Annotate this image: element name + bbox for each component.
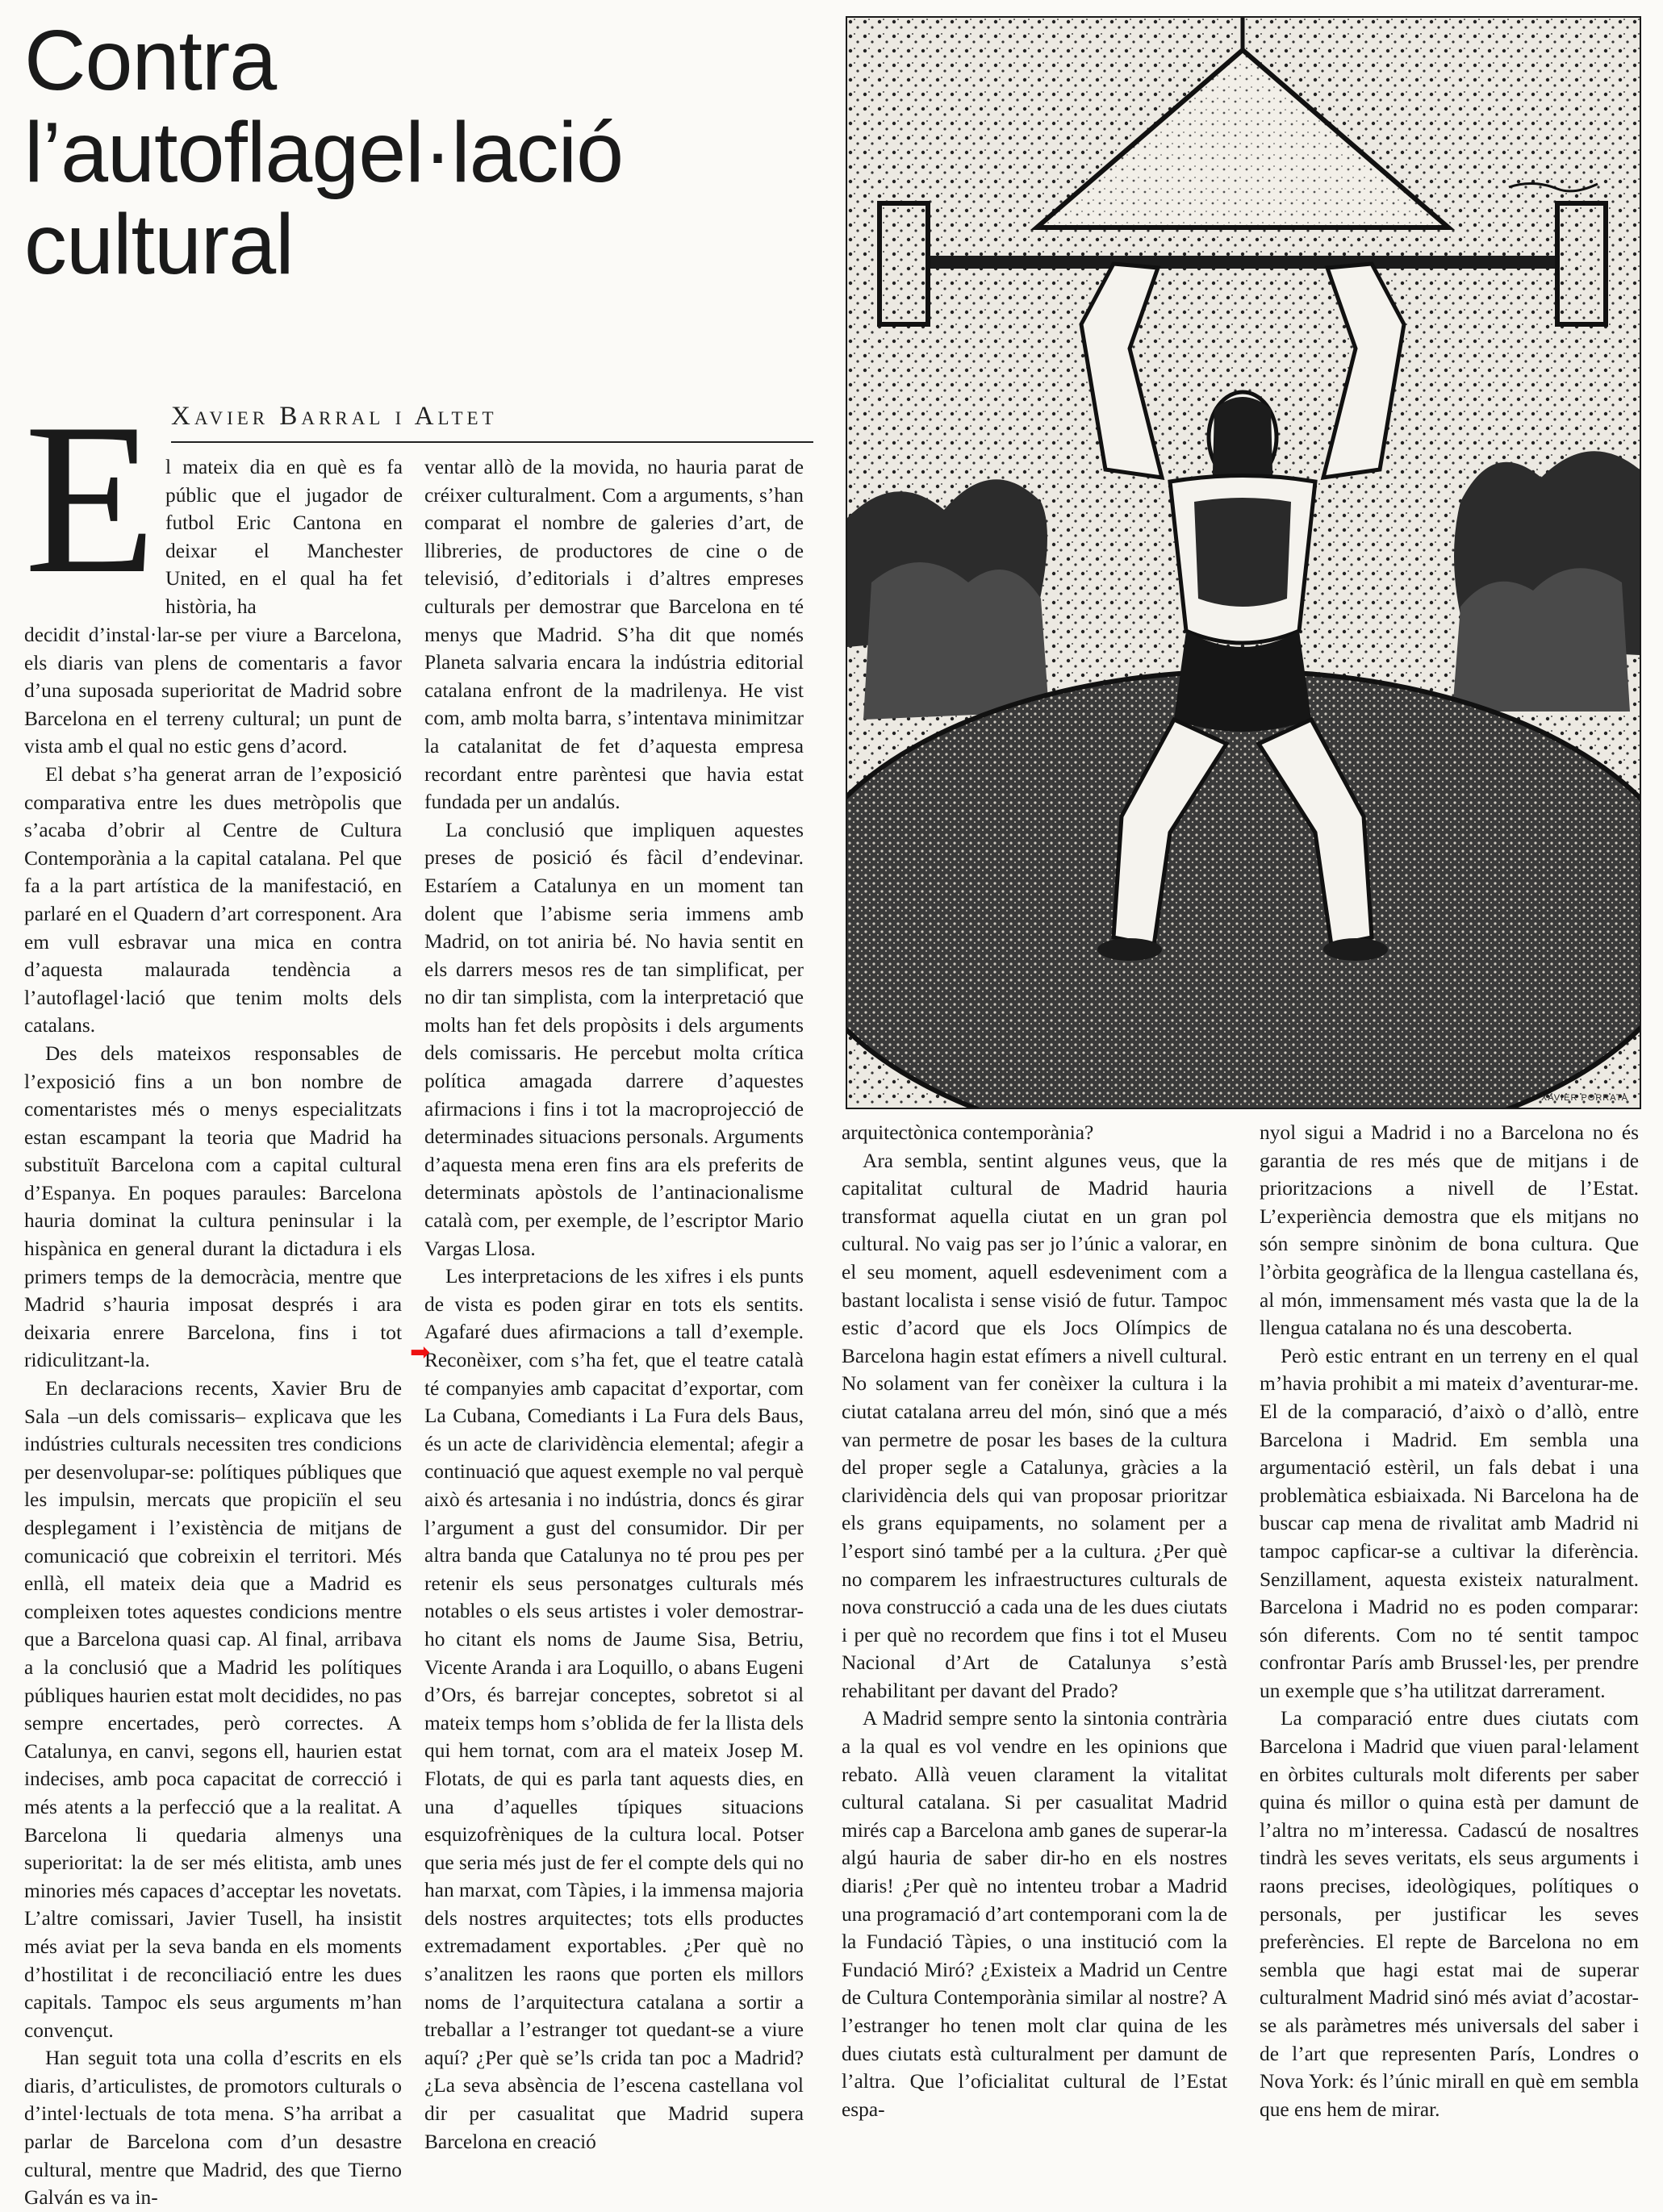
paragraph: La comparació entre dues ciutats com Barcelona i Madrid que viuen paral·lelament en òrbites culturals molt diferents per saber quina és millor o quina està per damunt de l’altra no m’interessa. Cadascú de nosaltres tindrà les seves veritats, els seus arguments i raons precises, ideològiques, polítiques o personals, per justificar les seves preferències. El repte de Barcelona no em sembla que hagi estat mai de superar culturalment Madrid sinó més aviat d’acostar-se als paràmetres més universals del saber i de l’art que representen París, Londres o Nova York: és l’únic mirall en què em sembla que ens hem de mirar. — [1260, 1707, 1639, 2121]
paragraph: Ara sembla, sentint algunes veus, que la capitalitat cultural de Madrid hauria transformat aquella ciutat en un gran pol cultural. No vaig pas ser jo l’únic a valorar, en el seu moment, aquell esdeveniment com a bastant localista i sense visió de futur. Tampoc estic d’acord que els Jocs Olímpics de Barcelona hagin estat efímers a nivell cultural. No solament van fer conèixer la cultura i la ciutat catalana arreu del món, sinó que a més van permetre de posar les bases de la cultura del proper segle a Catalunya, gràcies a la clarividència dels qui van proposar prioritzar els grans equipaments, no solament per a l’esport sinó també per a la cultura. ¿Per què no comparem les infraestructures culturals de nova construcció a cada una de les dues ciutats i per què no recordem que fins i tot el Museu Nacional d’Art de Catalunya s’està rehabilitant per davant del Prado? — [842, 1149, 1227, 1702]
headline-line-1: Contra — [24, 13, 277, 108]
headline-line-3: cultural — [24, 197, 294, 292]
column-4 — [1260, 1119, 1639, 2123]
paragraph: En declaracions recents, Xavier Bru de Sala –un dels comissaris– explicava que les indústries culturals necessiten tres condicions per desenvolupar-se: polítiques públiques que les impulsin, mercats que propiciïn el seu desplegament i l’existència de mitjans de comunicació que cobreixin el territori. Més enllà, ell mateix deia que a Madrid es compleixen totes aquestes condicions mentre que a Barcelona quasi cap. Al final, arribava a la conclusió que a Madrid les polítiques públiques haurien estat molt decidides, no pas sempre encertades, però correctes. A Catalunya, en canvi, segons ell, haurien estat indecises, amb poca capacitat de correcció i més atents a la perfecció que a la realitat. A Barcelona li quedaria almenys una superioritat: la de ser més elitista, amb unes minories més capaces d’acceptar les novetats. L’altre comissari, Javier Tusell, ha insistit més aviat per la seva banda en els moments d’hostilitat i de reconciliació entre les dues capitals. Tampoc els seus arguments m’han convençut. — [24, 1377, 402, 2042]
paragraph: l mateix dia en què es fa públic que el jugador de futbol Eric Cantona en deixar el Manchester United, en el qual ha fet història, ha — [165, 456, 403, 618]
paragraph: nyol sigui a Madrid i no a Barcelona no és garantia de res més que de mitjans i de prioritzacions a nivell de l’Estat. L’experiència demostra que els mitjans no són sempre sinònim de bona cultura. Que l’òrbita geogràfica de la llengua castellana és, al món, immensament més vasta que la de la llengua catalana no és una descoberta. — [1260, 1121, 1639, 1340]
column-2 — [424, 453, 804, 2156]
paragraph: arquitectònica contemporània? — [842, 1121, 1094, 1144]
paragraph: Han seguit tota una colla d’escrits en els diaris, d’articulistes, de promotors culturals o d’intel·lectuals de tota mena. S’ha arribat a parlar de Barcelona com d’un desastre cultural, mentre que Madrid, des que Tierno Galván es va in- — [24, 2047, 402, 2210]
paragraph: ventar allò de la movida, no hauria parat de créixer culturalment. Com a arguments, s’han comparat el nombre de galeries d’art, de llibreries, de productores de cine o de televisió, d’editorials i d’altres empreses culturals per demostrar que Barcelona en té menys que Madrid. S’ha dit que només Planeta salvaria encara la indústria editorial catalana enfront de la madrilenya. He vist com, amb molta barra, s’intentava minimitzar la catalanitat de fet d’aquesta empresa recordant entre parèntesi que havia estat fundada per un andalús. — [424, 456, 804, 814]
column-3 — [842, 1119, 1227, 2123]
column-1 — [24, 621, 402, 2212]
headline-line-2: l’autoflagel·lació — [24, 105, 624, 200]
byline-rule — [171, 441, 813, 443]
paragraph: Les interpretacions de les xifres i els punts de vista es poden girar en tots els sentits. Agafaré dues afirmacions a tall d’exemple. Reconèixer, com s’ha fet, que el teatre català té companyies amb capacitat d’exportar, com La Cubana, Comediants i La Fura dels Baus, és un acte de clarividència elemental; afegir a continuació que aquest exemple no val perquè això és artesania i no indústria, doncs és girar l’argument a gust del consumidor. Dir per altra banda que Catalunya no té prou pes per retenir els seus personatges culturals més notables o els seus artistes i voler demostrar-ho citant els noms de Jaume Sisa, Betriu, Vicente Aranda i ara Loquillo, o abans Eugeni d’Ors, és barrejar conceptes, sobretot si al mateix temps hom s’oblida de fer la llista dels qui hem tornat, com ara el mateix Josep M. Flotats, de qui es parla tant aquests dies, en una d’aquelles típiques situacions esquizofrèniques de la cultura local. Potser que seria més just de fer el compte dels qui no han marxat, com Tàpies, i la immensa majoria dels nostres arquitectes; tots ells productes extremadament exportables. ¿Per què no s’analitzen les raons que porten els millors noms de l’arquitectura catalana a sortir a treballar a l’estranger tot quedant-se a viure aquí? ¿Per què se’ls crida tan poc a Madrid? ¿La seva absència de l’escena castellana vol dir per casualitat que Madrid supera Barcelona en creació — [424, 1265, 804, 2153]
column-1-top — [165, 453, 403, 621]
illustration-credit: XAVIER PORRATA — [1540, 1093, 1628, 1103]
paragraph: decidit d’instal·lar-se per viure a Barcelona, els diaris van plens de comentaris a favor d’una suposada superioritat de Madrid sobre Barcelona en el terreny cultural; un punt de vista amb el qual no estic gens d’acord. — [24, 624, 402, 758]
paragraph: La conclusió que impliquen aquestes preses de posició és fàcil d’endevinar. Estaríem a Catalunya en un moment tan dolent que l’abisme seria immens amb Madrid, on tot aniria bé. No havia sentit en els darrers mesos res de tan simplificat, per no dir tan simplista, com la interpretació que molts han fet dels propòsits i dels arguments dels comissaris. He percebut molta crítica política amagada darrere d’aquestes afirmacions i fins i tot la macroprojecció de determinades situacions personals. Arguments d’aquesta mena eren fins ara els preferits de determinats apòstols de l’antinacionalisme català com, per exemple, de l’escriptor Mario Vargas Llosa. — [424, 818, 804, 1260]
paragraph: Però estic entrant en un terreny en el qual m’havia prohibit a mi mateix d’aventurar-me. El de la comparació, d’això o d’allò, entre Barcelona i Madrid. Em sembla una argumentació estèril, un fals debat i una problemàtica esbiaixada. Ni Barcelona ha de buscar cap mena de rivalitat amb Madrid ni tampoc capficar-se a cultivar la diferència. Senzillament, aquesta existeix naturalment. Barcelona i Madrid no es poden comparar: són diferents. Com no té sentit tampoc confrontar París amb Brussel·les, per prendre un exemple que s’ha utilitzat darrerament. — [1260, 1344, 1639, 1702]
weightlifter-illustration — [846, 16, 1641, 1109]
article-headline — [24, 15, 831, 290]
paragraph: Des dels mateixos responsables de l’exposició fins a un bon nombre de comentaristes més o menys especialitzats estan escampant la teoria que Madrid ha substituït Barcelona com a capital cultural d’Espanya. En poques paraules: Barcelona hauria dominat la cultura peninsular i la hispànica en general durant la dictadura i els primers temps de la democràcia, mentre que Madrid s’hauria imposat després i ara deixaria enrere Barcelona, fins i tot ridiculitzant-la. — [24, 1041, 402, 1372]
paragraph: El debat s’ha generat arran de l’exposició comparativa entre les dues metròpolis que s’acaba d’obrir al Centre de Cultura Contemporània a la capital catalana. Pel que fa a la part artística de la manifestació, en parlaré en el Quadern d’art corresponent. Ara em vull esbravar una mica en contra d’aquesta malaurada tendència a l’autoflagel·lació que tenim molts dels catalans. — [24, 762, 402, 1037]
paragraph: A Madrid sempre sento la sintonia contrària a la qual es vol vendre en les opinions que rebato. Allà veuen clarament la vitalitat cultural catalana. Si per casualitat Madrid mirés cap a Barcelona amb ganes de superar-la algú hauria de saber dir-ho en els nostres diaris! ¿Per què no intenteu trobar a Madrid una programació d’art contemporani com la de la Fundació Tàpies, o una institució com la Fundació Miró? ¿Existeix a Madrid un Centre de Cultura Contemporània similar al nostre? A l’estranger ho tenen molt clar quina de les dues ciutats està culturalment per damunt de l’altra. Que l’oficialitat cultural de l’Estat espa- — [842, 1707, 1227, 2121]
drop-cap: E — [24, 378, 157, 618]
weightlifter-illustration-icon — [847, 18, 1640, 1108]
author-byline: Xavier Barral i Altet — [171, 402, 498, 431]
red-arrow-marker-icon: ➡ — [410, 1338, 431, 1367]
